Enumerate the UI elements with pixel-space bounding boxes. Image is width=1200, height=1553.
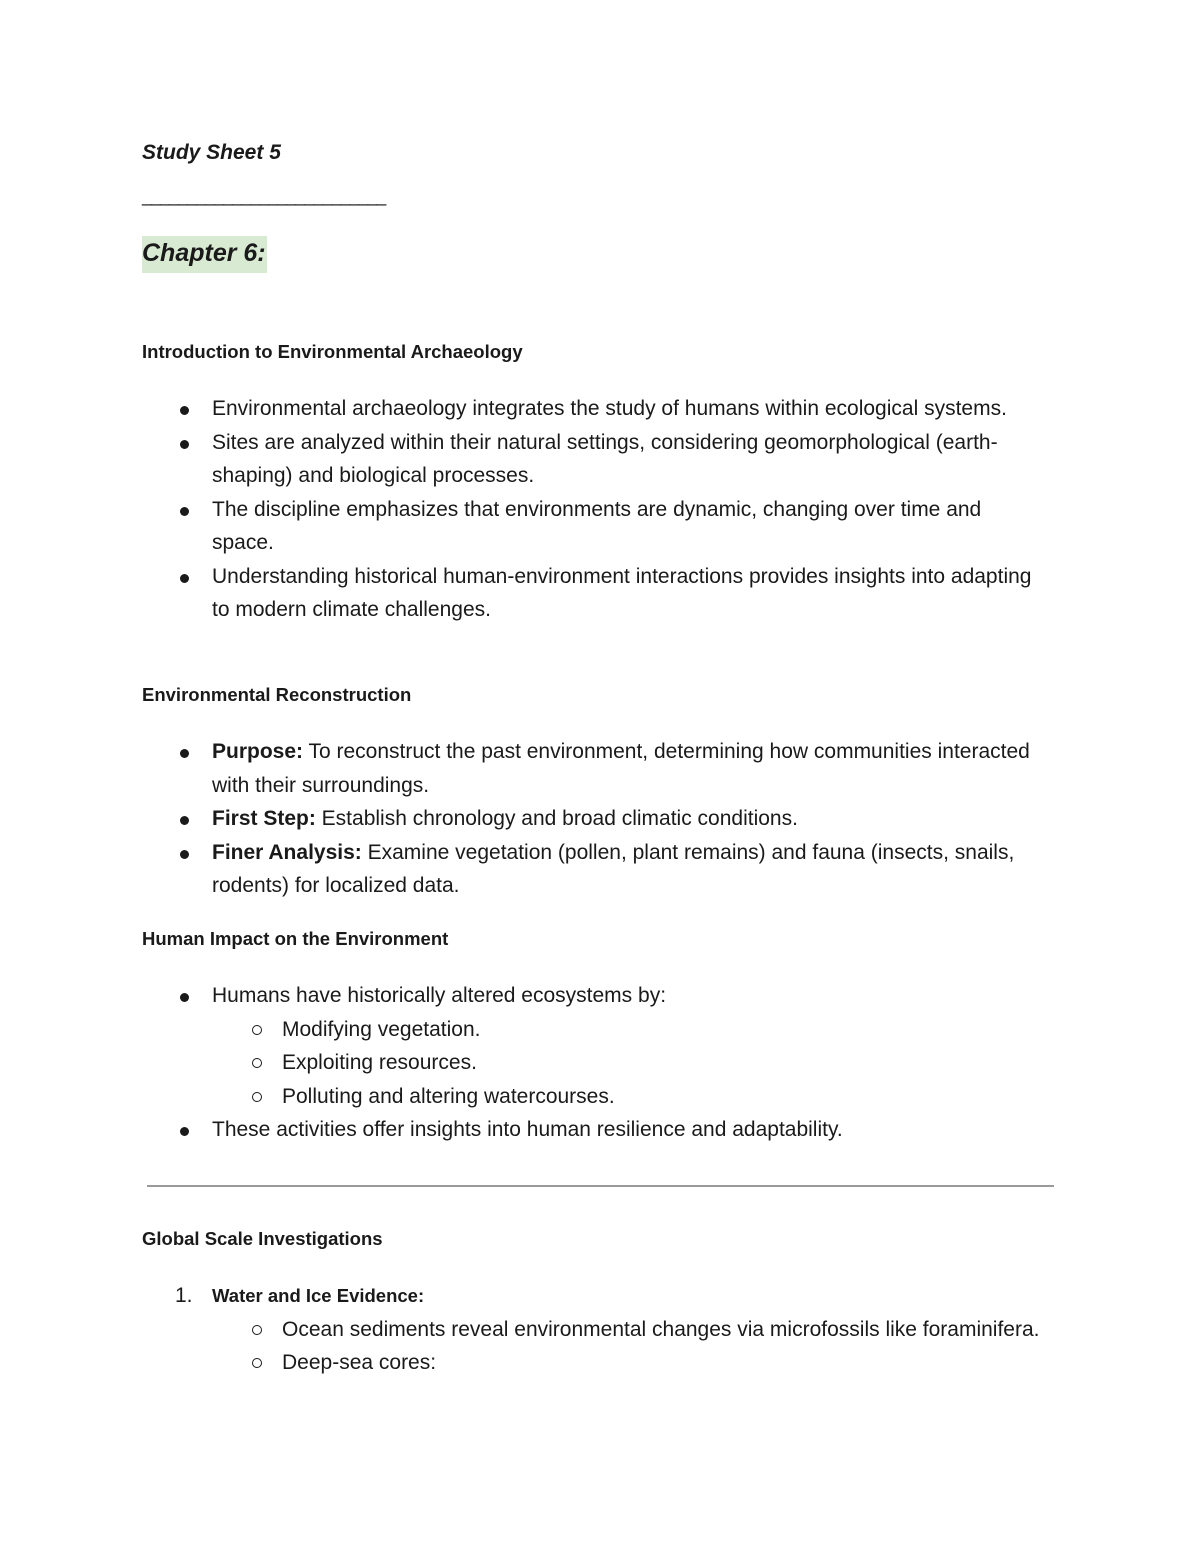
hollow-bullet-icon: [252, 1025, 262, 1035]
item-label: First Step:: [212, 807, 316, 830]
section-heading: Environmental Reconstruction: [142, 684, 412, 705]
bullet-icon: [180, 850, 189, 859]
section-global-scale: [142, 1226, 1042, 1380]
sub-list: [212, 1313, 1042, 1380]
section-heading: Global Scale Investigations: [142, 1228, 383, 1249]
sub-list-item: Ocean sediments reveal environmental changes via microfossils like foraminifera.: [142, 1313, 1042, 1347]
bullet-list: [142, 735, 1042, 903]
bullet-icon: [180, 1127, 189, 1136]
item-label: Finer Analysis:: [212, 840, 362, 864]
hollow-bullet-icon: [252, 1325, 262, 1335]
list-item: These activities offer insights into human resilience and adaptability.: [142, 1113, 1042, 1147]
bullet-icon: [180, 993, 189, 1002]
bullet-icon: [180, 406, 189, 415]
sub-list-item: Modifying vegetation.: [142, 1013, 1042, 1047]
hollow-bullet-icon: [252, 1358, 262, 1368]
bullet-icon: [180, 574, 189, 583]
section-heading: Introduction to Environmental Archaeology: [142, 341, 523, 362]
sub-list: [212, 1013, 1042, 1114]
list-item: The discipline emphasizes that environments are dynamic, changing over time and space.: [142, 493, 1042, 560]
item-label: Purpose:: [212, 740, 304, 763]
sub-list-item: Exploiting resources.: [142, 1046, 1042, 1080]
hollow-bullet-icon: [252, 1092, 262, 1102]
list-item: Sites are analyzed within their natural settings, considering geomorphological (earth-shaping) and biological processes.: [142, 426, 1042, 493]
title-underline: ___________________________: [142, 186, 386, 206]
bullet-icon: [180, 507, 189, 516]
numbered-list: [142, 1279, 1042, 1380]
hollow-bullet-icon: [252, 1058, 262, 1068]
list-item: Understanding historical human-environment interactions provides insights into adapting to modern climate challenges.: [142, 560, 1042, 627]
list-item: Environmental archaeology integrates the study of humans within ecological systems.: [142, 392, 1042, 426]
document-title: Study Sheet 5: [142, 141, 281, 164]
chapter-heading: Chapter 6:: [142, 236, 267, 273]
bullet-icon: [180, 816, 189, 825]
bullet-list: [142, 979, 1042, 1147]
section-reconstruction: [142, 682, 1042, 903]
list-number: 1.: [175, 1284, 193, 1307]
sub-list-item: Deep-sea cores:: [142, 1346, 1042, 1380]
item-label: Water and Ice Evidence:: [212, 1285, 425, 1306]
bullet-icon: [180, 440, 189, 449]
list-item: Humans have historically altered ecosystems by: Modifying vegetation. Exploiting resources. Polluting and altering watercourses.: [142, 979, 1042, 1113]
list-item: [142, 1279, 1042, 1380]
bullet-list: [142, 392, 1042, 627]
list-item: Purpose: To reconstruct the past environment, determining how communities interacted with their surroundings.: [142, 735, 1042, 802]
sub-list-item: Polluting and altering watercourses.: [142, 1080, 1042, 1114]
section-human-impact: [142, 926, 1042, 1147]
list-item: Finer Analysis: Examine vegetation (pollen, plant remains) and fauna (insects, snails, rodents) for localized data.: [142, 836, 1042, 903]
bullet-icon: [180, 749, 189, 758]
horizontal-divider: [147, 1185, 1054, 1187]
list-item: First Step: Establish chronology and broad climatic conditions.: [142, 802, 1042, 836]
section-heading: Human Impact on the Environment: [142, 928, 449, 949]
section-introduction: [142, 339, 1042, 627]
